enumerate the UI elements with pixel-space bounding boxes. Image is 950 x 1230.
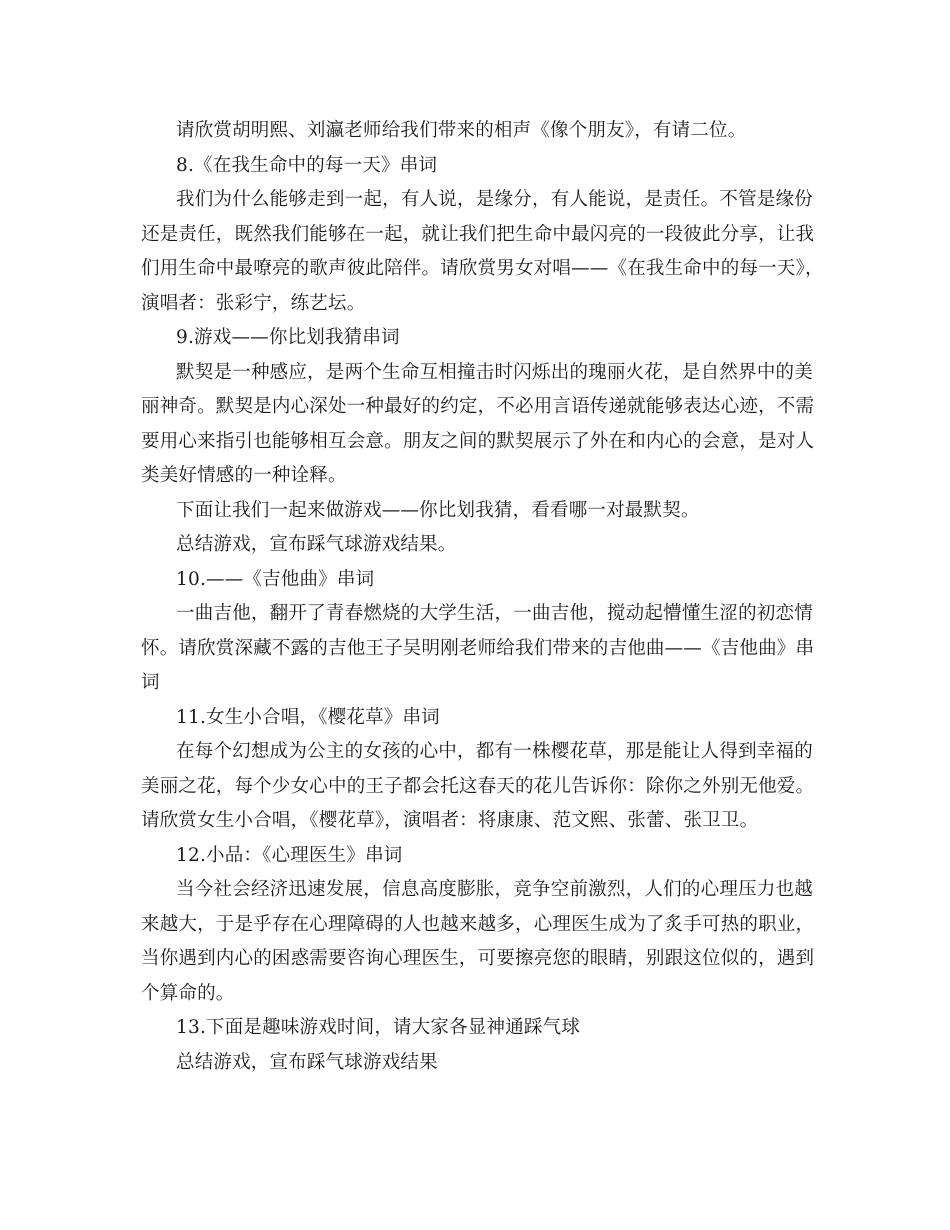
text-line: 总结游戏，宣布踩气球游戏结果: [176, 1051, 438, 1073]
text-line: 还是责任，既然我们能够在一起，就让我们把生命中最闪亮的一段彼此分享，让我: [141, 223, 815, 245]
text-line: 要用心来指引也能够相互会意。朋友之间的默契展示了外在和内心的会意，是对人: [141, 430, 815, 452]
text-line: 13.下面是趣味游戏时间，请大家各显神通踩气球: [176, 1017, 581, 1038]
document-page: [141, 114, 824, 1080]
text-line: 当今社会经济迅速发展，信息高度膨胀，竞争空前激烈，人们的心理压力也越: [176, 879, 813, 900]
text-line: 11.女生小合唱，《樱花草》串词: [176, 706, 440, 728]
text-line: 个算命的。: [141, 982, 235, 1004]
text-line: 一曲吉他，翻开了青春燃烧的大学生活，一曲吉他，搅动起懵懂生涩的初恋情: [176, 603, 813, 624]
text-line: 当你遇到内心的困惑需要咨询心理医生，可要擦亮您的眼睛，别跟这位似的，遇到: [141, 948, 815, 969]
text-line: 请欣赏女生小合唱，《樱花草》，演唱者：将康康、范文熙、张蕾、张卫卫。: [141, 810, 759, 831]
text-line: 默契是一种感应，是两个生命互相撞击时闪烁出的瑰丽火花，是自然界中的美: [176, 361, 813, 383]
text-line: 12.小品：《心理医生》串词: [176, 844, 403, 866]
text-line: 来越大，于是乎存在心理障碍的人也越来越多，心理医生成为了炙手可热的职业，: [141, 913, 815, 935]
text-line: 美丽之花，每个少女心中的王子都会托这春天的花儿告诉你：除你之外别无他爱。: [141, 775, 815, 797]
text-line: 词: [141, 672, 160, 693]
text-line: 10.——《吉他曲》串词: [176, 568, 375, 590]
text-line: 请欣赏胡明熙、刘瀛老师给我们带来的相声《像个朋友》，有请二位。: [176, 120, 747, 141]
text-line: 丽神奇。默契是内心深处一种最好的约定，不必用言语传递就能够表达心迹，不需: [141, 396, 815, 417]
text-line: 下面让我们一起来做游戏——你比划我猜，看看哪一对最默契。: [176, 499, 700, 521]
text-line: 们用生命中最嘹亮的歌声彼此陪伴。请欣赏男女对唱——《在我生命中的每一天》，: [141, 258, 824, 279]
text-line: 演唱者：张彩宁，练艺坛。: [141, 292, 366, 314]
text-line: 我们为什么能够走到一起，有人说，是缘分，有人能说，是责任。不管是缘份: [176, 189, 813, 210]
text-line: 怀。请欣赏深藏不露的吉他王子吴明刚老师给我们带来的吉他曲——《吉他曲》串: [141, 637, 815, 659]
text-line: 总结游戏，宣布踩气球游戏结果。: [176, 534, 457, 555]
text-line: 类美好情感的一种诠释。: [141, 465, 347, 486]
text-line: 8.《在我生命中的每一天》串词: [176, 154, 438, 176]
text-line: 9.游戏——你比划我猜串词: [176, 327, 400, 348]
text-line: 在每个幻想成为公主的女孩的心中，都有一株樱花草，那是能让人得到幸福的: [176, 741, 813, 762]
